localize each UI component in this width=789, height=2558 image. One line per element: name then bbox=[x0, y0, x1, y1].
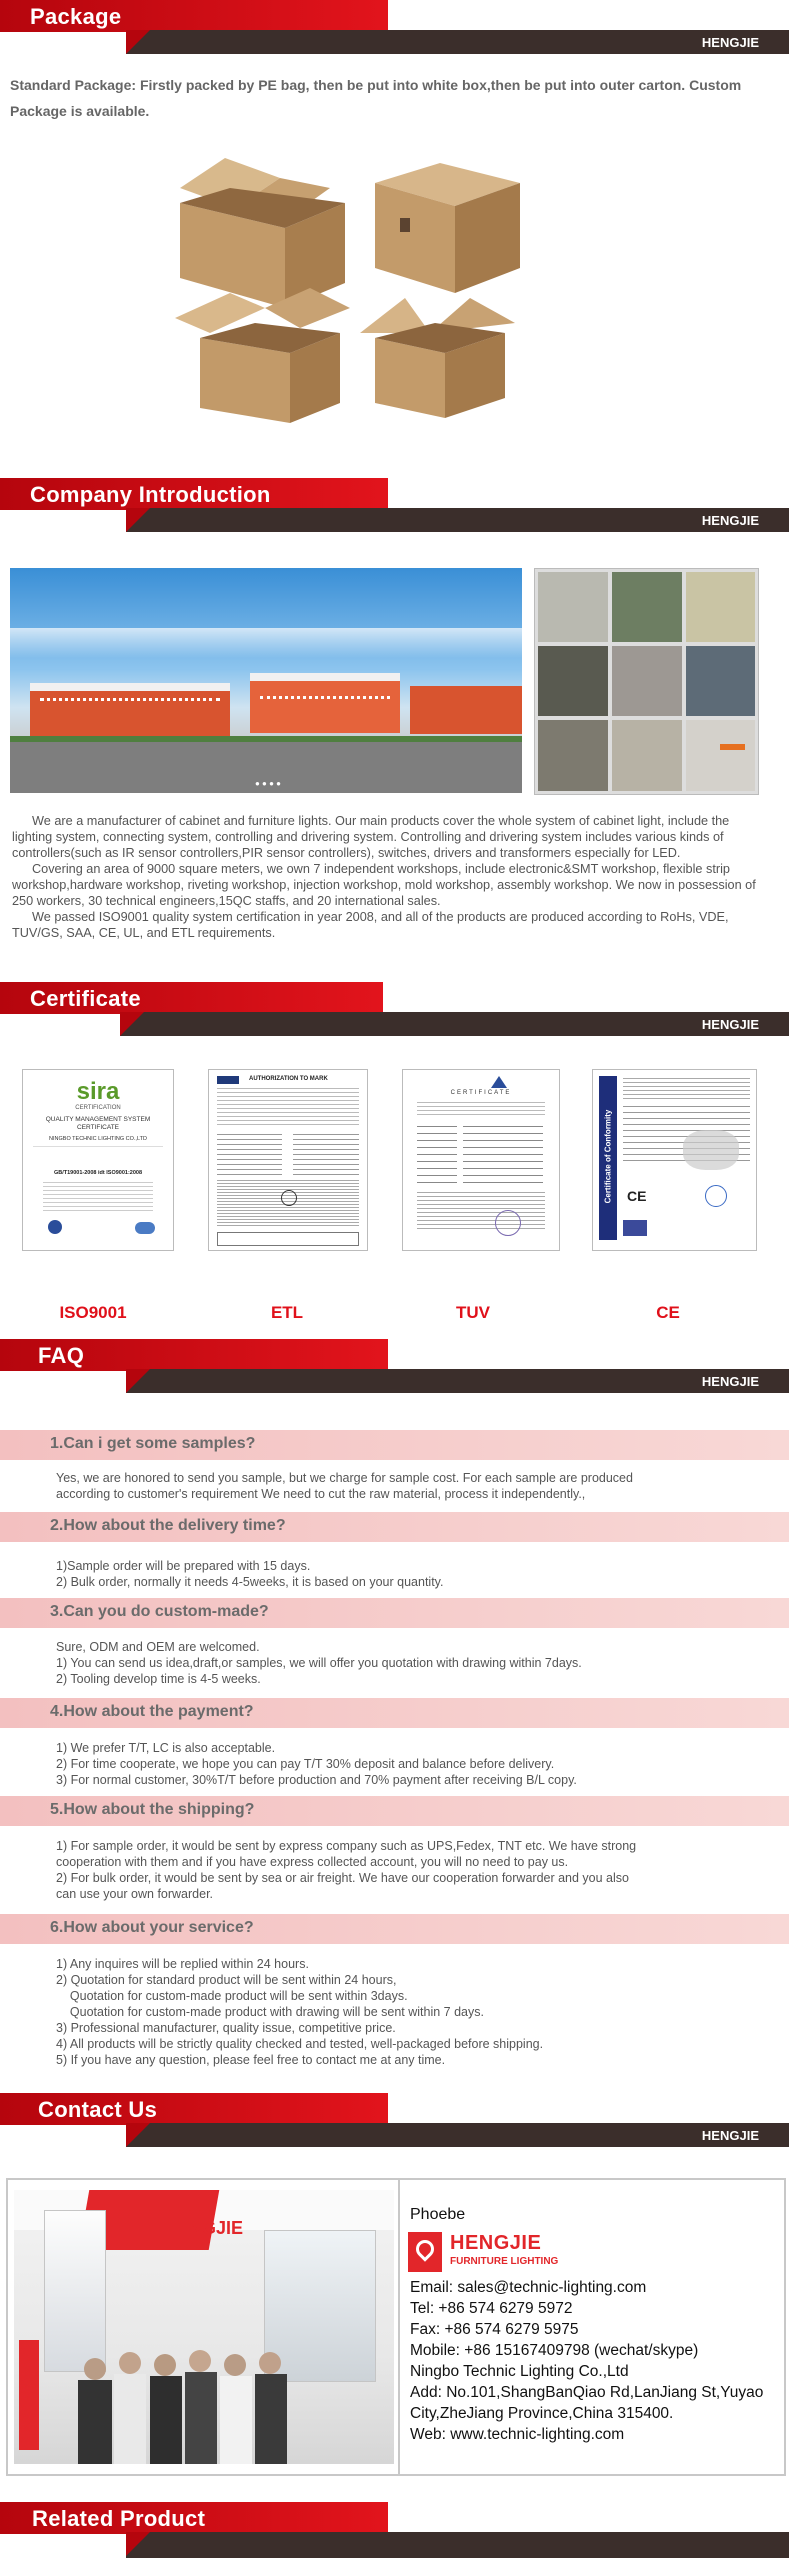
cert-label-etl: ETL bbox=[270, 1303, 304, 1322]
company-paragraph-3: We passed ISO9001 quality system certification in year 2008, and all of the products are produced according to RoHs, VDE, TUV/GS, SAA, CE, UL, and ETL requirements. bbox=[12, 910, 729, 940]
ce-side-label: Certificate of Conformity bbox=[603, 1109, 613, 1204]
box-closed bbox=[375, 163, 520, 293]
logo-mark-icon bbox=[408, 2232, 442, 2272]
faq-answer-2: 1)Sample order will be prepared with 15 days. 2) Bulk order, normally it needs 4-5weeks, it is based on your quantity. bbox=[56, 1559, 444, 1589]
contact-address-2: City,ZheJiang Province,China 315400. bbox=[410, 2405, 674, 2422]
logo-sub-text: FURNITURE LIGHTING bbox=[450, 2256, 559, 2267]
contact-email[interactable]: Email: sales@technic-lighting.com bbox=[410, 2279, 647, 2296]
company-paragraph-1: We are a manufacturer of cabinet and furniture lights. Our main products cover the whole system of cabinet light, include the lighting system, connecting system, controlling and drivering system. Controlling and drivering system includes various kinds of controllers(such as IR sensor controllers,PIR sensor controllers), switches, drivers and transformers especially for LED. bbox=[12, 814, 730, 860]
contact-card bbox=[6, 2178, 786, 2476]
hengjie-logo bbox=[408, 2232, 568, 2272]
box-open-2 bbox=[175, 288, 350, 423]
faq-question-2: 2.How about the delivery time? bbox=[0, 1512, 789, 1542]
faq-answer-1: Yes, we are honored to send you sample, but we charge for sample cost. For each sample are produced according to customer's requirement We need to cut the raw material, process it independently., bbox=[56, 1471, 633, 1501]
section-title: Related Product bbox=[32, 2506, 206, 2531]
contact-tel: Tel: +86 574 6279 5972 bbox=[410, 2300, 573, 2317]
faq-answer-4: 1) We prefer T/T, LC is also acceptable. 2) For time cooperate, we hope you can pay T/T 30% deposit and balance before delivery. 3) For normal customer, 30%T/T before production and 70% payment after receiving B/L copy. bbox=[56, 1741, 577, 1787]
faq-question-6: 6.How about your service? bbox=[0, 1914, 789, 1944]
cert-label-iso9001: ISO9001 bbox=[59, 1303, 127, 1322]
sira-logo: sira bbox=[76, 1078, 120, 1105]
cert-label-ce: CE bbox=[656, 1303, 680, 1322]
contact-company: Ningbo Technic Lighting Co.,Ltd bbox=[410, 2363, 629, 2380]
factory-photo: ● ● ● ● bbox=[10, 568, 522, 793]
section-title: Company Introduction bbox=[30, 482, 271, 507]
faq-answer-5: 1) For sample order, it would be sent by express company such as UPS,Fedex, TNT etc. We have strong cooperation with them and if you have express collected account, you will no need to pay us. 2) For bulk order, it would be sent by sea or air freight. We have our cooperation forwarder and you also can use your own forwarder. bbox=[56, 1839, 637, 1901]
contact-fax: Fax: +86 574 6279 5975 bbox=[410, 2321, 579, 2338]
workshop-collage bbox=[534, 568, 759, 795]
package-text: Standard Package: Firstly packed by PE bag, then be put into white box,then be put into outer carton. Custom Package is available. bbox=[10, 77, 742, 119]
booth-photo bbox=[14, 2190, 394, 2464]
brand-label: HENGJIE bbox=[701, 513, 759, 528]
section-title: Contact Us bbox=[38, 2097, 158, 2122]
carton-boxes-image bbox=[170, 148, 535, 428]
booth-sign: HENGJIE bbox=[164, 2218, 244, 2238]
section-title: Certificate bbox=[30, 986, 141, 1011]
section-title: Package bbox=[30, 4, 122, 29]
certificate-ce: Certificate of Conformity CE bbox=[592, 1069, 757, 1251]
box-open-3 bbox=[360, 298, 515, 418]
faq-question-4: 4.How about the payment? bbox=[0, 1698, 789, 1728]
brand-label: HENGJIE bbox=[701, 35, 759, 50]
cert-label-tuv: TUV bbox=[456, 1303, 490, 1322]
company-text bbox=[12, 813, 762, 941]
faq-question-1: 1.Can i get some samples? bbox=[0, 1430, 789, 1460]
contact-web[interactable]: Web: www.technic-lighting.com bbox=[410, 2426, 625, 2443]
brand-label: HENGJIE bbox=[701, 1374, 759, 1389]
box-open-1 bbox=[180, 158, 345, 308]
faq-answer-3: Sure, ODM and OEM are welcomed. 1) You can send us idea,draft,or samples, we will offer you quotation with drawing within 7days. 2) Tooling develop time is 4-5 weeks. bbox=[56, 1640, 582, 1686]
faq-answer-6: 1) Any inquires will be replied within 24 hours. 2) Quotation for standard product will be sent within 24 hours, Quotation for custom-made product will be sent within 3days. Quotation for custom-made product with drawing will be sent within 7 days. 3) Professional manufacturer, quality issue, competitive price. 4) All products will be strictly quality checked and tested, well-packaged before shipping. 5) If you have any question, please feel free to contact me at any time. bbox=[56, 1957, 544, 2067]
faq-question-3: 3.Can you do custom-made? bbox=[0, 1598, 789, 1628]
contact-address-1: Add: No.101,ShangBanQiao Rd,LanJiang St,Yuyao bbox=[410, 2384, 764, 2401]
faq-question-5: 5.How about the shipping? bbox=[0, 1796, 789, 1826]
certificate-etl: AUTHORIZATION TO MARK bbox=[208, 1069, 368, 1251]
contact-name: Phoebe bbox=[410, 2206, 466, 2223]
section-title: FAQ bbox=[38, 1343, 85, 1368]
certificate-tuv: CERTIFICATE bbox=[402, 1069, 560, 1251]
brand-label: HENGJIE bbox=[701, 1017, 759, 1032]
logo-brand-text: HENGJIE bbox=[450, 2232, 542, 2254]
brand-label: HENGJIE bbox=[701, 2128, 759, 2143]
contact-mobile: Mobile: +86 15167409798 (wechat/skype) bbox=[410, 2342, 699, 2359]
company-paragraph-2: Covering an area of 9000 square meters, we own 7 independent workshops, include electronic&SMT workshop, flexible strip workshop,hardware workshop, riveting workshop, injection workshop, mold workshop, assembly workshop. We now in possession of 250 workers, 30 technical engineers,15QC staffs, and 20 international sales. bbox=[12, 862, 756, 908]
certificate-iso9001: sira CERTIFICATION QUALITY MANAGEMENT SYSTEM CERTIFICATE NINGBO TECHNIC LIGHTING CO.,LTD GB/T19001-2008 idt ISO9001:2008 bbox=[22, 1069, 174, 1251]
